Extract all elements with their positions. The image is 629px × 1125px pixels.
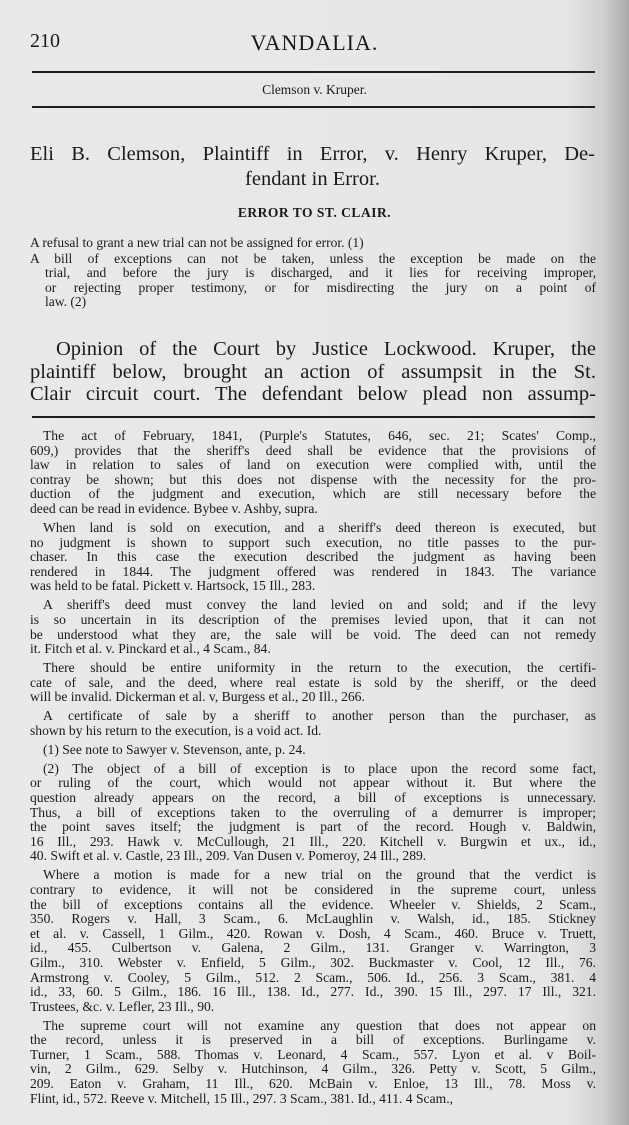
annotation-notes [30,429,596,1106]
case-title-line: Eli B. Clemson, Plaintiff in Error, v. Henry Kruper, De- [30,143,595,165]
note-line: deed can be read in evidence. Bybee v. Ashby, supra. [30,501,318,516]
note-line: the point saves itself; the judgment is part of the record. Hough v. Baldwin, [30,820,596,835]
opinion-line: plaintiff below, brought an action of assumpsit in the St. [30,360,596,383]
note-line: contrary to evidence, it will not be considered in the supreme court, unless [30,882,596,897]
note-line: rendered in 1844. The judgment offered was rendered in 1843. The variance [30,564,596,579]
case-title [30,142,595,192]
note-line: is so uncertain in its description of the premises levied upon, that it can not [30,612,596,627]
note-line: id., 455. Culbertson v. Galena, 2 Gilm., 131. Granger v. Warrington, 3 [30,941,596,956]
note-line: A certificate of sale by a sheriff to another person than the purchaser, as [43,709,596,724]
opinion-line: Clair circuit court. The defendant below plead non assump- [30,383,596,405]
note-line: When land is sold on execution, and a sheriff's deed thereon is executed, but [43,520,596,535]
note-line: The act of February, 1841, (Purple's Statutes, 646, sec. 21; Scates' Comp., [43,429,596,443]
note-line: Gilm., 310. Webster v. Enfield, 5 Gilm., 302. Buckmaster v. Cool, 12 Ill., 76. [30,955,596,970]
note-line: duction of the judgment and execution, which are still necessary before the [30,487,596,502]
note-line: A sheriff's deed must convey the land levied on and sold; and if the levy [43,598,596,613]
note-line: shown by his return to the execution, is a void act. Id. [30,723,322,738]
note-line: chaser. In this case the execution described the judgment as having been [30,550,596,565]
note-line: Flint, id., 572. Reeve v. Mitchell, 15 Ill., 297. 3 Scam., 381. Id., 411. 4 Scam., [30,1091,453,1106]
note-line: cate of sale, and the deed, where real estate is sold by the sheriff, or the deed [30,675,596,690]
headnote-line: trial, and before the jury is discharged, and it lies for receiving improper, [45,265,596,281]
note-paragraph [30,521,596,594]
note-paragraph [30,762,596,864]
note-line: was held to be fatal. Pickett v. Hartsock, 15 Ill., 283. [30,579,316,594]
note-paragraph [30,1019,596,1107]
note-line: (1) See note to Sawyer v. Stevenson, ante, p. 24. [43,742,306,757]
case-short-title: Clemson v. Kruper. [262,82,367,97]
note-line: id., 33, 60. 5 Gilm., 186. 16 Ill., 138. Id., 277. Id., 390. 15 Ill., 297. 17 Ill., 321. [30,985,596,1000]
note-line: the bill of exceptions contains all the evidence. Wheeler v. Shields, 2 Scam., [30,897,596,912]
headnote-line: A refusal to grant a new trial can not be assigned for error. (1) [30,235,364,250]
note-line: Thus, a bill of exceptions taken to the overruling of a demurrer is improper; [30,805,596,820]
note-paragraph [30,709,596,738]
opinion-line: Opinion of the Court by Justice Lockwood. Kruper, the [56,338,596,360]
headnote [30,236,596,251]
note-line: The supreme court will not examine any question that does not appear on [43,1018,596,1033]
note-line: Trustees, &c. v. Lefler, 23 Ill., 90. [30,999,215,1014]
note-line: it. Fitch et al. v. Pinckard et al., 4 Scam., 84. [30,642,271,657]
note-line: Turner, 1 Scam., 588. Thomas v. Leonard, 4 Scam., 557. Lyon et al. v Boil- [30,1047,596,1062]
note-line: Armstrong v. Cooley, 5 Gilm., 512. 2 Scam., 506. Id., 256. 3 Scam., 381. 4 [30,970,596,985]
note-line: law in relation to sales of land on execution were complied with, until the [30,458,596,473]
note-line: Where a motion is made for a new trial on the ground that the verdict is [43,868,596,883]
note-line: contray be shown; but this does not dispense with the necessity for the pro- [30,472,596,487]
note-line: or ruling of the court, which would not appear without it. But where the [30,776,596,791]
headnote [30,252,596,310]
note-line: 350. Rogers v. Hall, 3 Scam., 6. McLaughlin v. Walsh, id., 185. Stickney [30,912,596,927]
footnote-rule [32,416,595,418]
note-line: 209. Eaton v. Graham, 11 Ill., 620. McBain v. Enloe, 13 Ill., 78. Moss v. [30,1077,596,1092]
note-line: et al. v. Cassell, 1 Gilm., 420. Rowan v. Dosh, 4 Scam., 460. Bruce v. Truett, [30,926,596,941]
page-number: 210 [30,30,60,52]
note-line: the record, unless it is preserved in a bill of exceptions. Burlingame v. [30,1033,596,1048]
note-line: 609,) provides that the sheriff's deed shall be evidence that the provisions of [30,443,596,458]
court-heading: ERROR TO ST. CLAIR. [237,205,392,220]
headnote-line: or rejecting proper testimony, or for misdirecting the jury on a point of [45,279,596,295]
note-paragraph [30,598,596,656]
note-line: vin, 2 Gilm., 629. Selby v. Hutchinson, 4 Gilm., 326. Petty v. Scott, 5 Gilm., [30,1062,596,1077]
opinion-text [30,338,596,406]
header-rule-top [32,71,595,73]
headnotes [30,236,596,311]
note-paragraph [30,868,596,1014]
header-rule-bottom [32,106,595,108]
running-head: VANDALIA. [250,30,379,55]
headnote-line: law. (2) [45,294,87,310]
note-line: 40. Swift et al. v. Castle, 23 Ill., 209. Van Dusen v. Pomeroy, 24 Ill., 289. [30,849,427,864]
note-line: no judgment is shown to support such execution, no title passes to the pur- [30,535,596,550]
note-line: be understood what they are, the sale will be void. The deed can not remedy [30,627,596,642]
note-paragraph [30,429,596,517]
note-line: will be invalid. Dickerman et al. v, Burgess et al., 20 Ill., 266. [30,690,365,705]
note-line: question already appears on the record, a bill of exceptions is unnecessary. [30,791,596,805]
note-line: There should be entire uniformity in the return to the execution, the certifi- [43,661,596,676]
note-paragraph [30,661,596,705]
case-title-line: fendant in Error. [245,168,380,190]
headnote-line: A bill of exceptions can not be taken, unless the exception be made on the [30,250,596,266]
note-paragraph [30,743,596,758]
note-line: (2) The object of a bill of exception is to place upon the record some fact, [43,761,596,776]
note-line: 16 Ill., 293. Hawk v. McCullough, 21 Ill., 220. Kitchell v. Burgwin et ux., id., [30,834,596,849]
